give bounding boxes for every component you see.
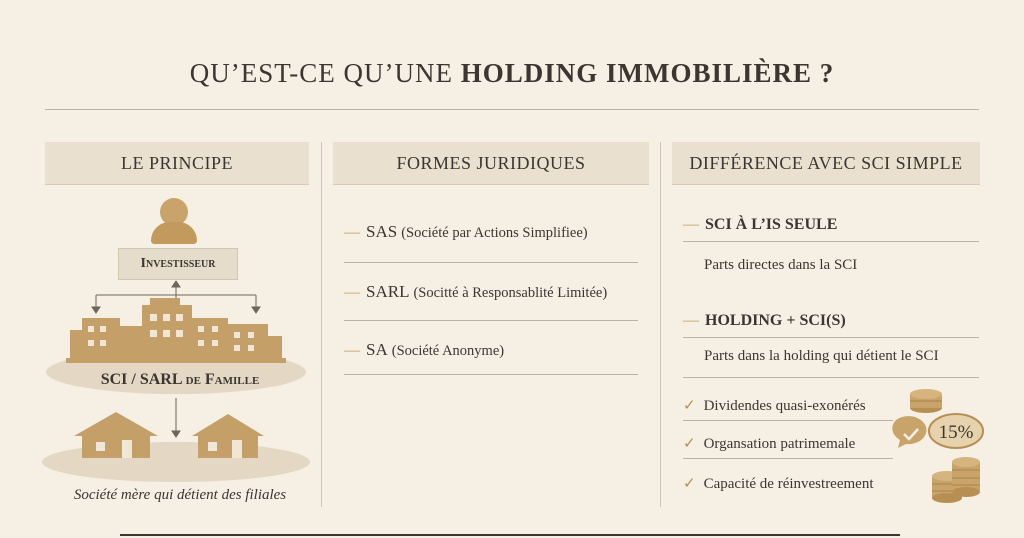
benefit-item: ✓ Capacité de réinvestreement (683, 476, 874, 492)
coins-icon (932, 457, 980, 503)
check-icon: ✓ (683, 476, 696, 492)
forme-item-sa: — SA (Société Anonyme) (344, 340, 505, 359)
title-prefix: QU’EST-CE QU’UNE (189, 58, 461, 88)
bottom-rule (120, 534, 900, 536)
principe-header-label: LE PRINCIPE (120, 152, 233, 173)
title-emphasis: HOLDING IMMOBILIÈRE ? (460, 58, 835, 88)
forme-item-sarl: — SARL (Socitté à Responsablité Limitée) (344, 282, 608, 301)
family-company-label: SCI / SARL de Famille (100, 371, 260, 388)
principe-caption: Société mère qui détient des filiales (73, 487, 287, 503)
check-badge-icon (892, 416, 926, 448)
benefit-item: ✓ Dividendes quasi-exonérés (683, 398, 866, 414)
section-holding-title: — HOLDING + SCI(S) (683, 312, 846, 329)
forme-item-sas: — SAS (Société par Actions Simplifiee) (344, 222, 588, 241)
investor-label: Investisseur (140, 256, 216, 271)
percent-badge-label: 15% (938, 422, 974, 443)
coins-icon (910, 389, 942, 413)
difference-header-label: DIFFÉRENCE AVEC SCI SIMPLE (689, 152, 963, 173)
check-icon: ✓ (683, 398, 696, 414)
section-holding-desc: Parts dans la holding qui détient le SCI (704, 348, 939, 364)
section-sci-is-desc: Parts directes dans la SCI (704, 257, 858, 273)
benefit-item: ✓ Organsation patrimemale (683, 436, 856, 452)
percent-badge-icon (929, 414, 983, 448)
section-sci-is-title: — SCI À L’IS SEULE (683, 216, 838, 233)
check-icon: ✓ (683, 436, 696, 452)
formes-header-label: FORMES JURIDIQUES (396, 152, 586, 173)
